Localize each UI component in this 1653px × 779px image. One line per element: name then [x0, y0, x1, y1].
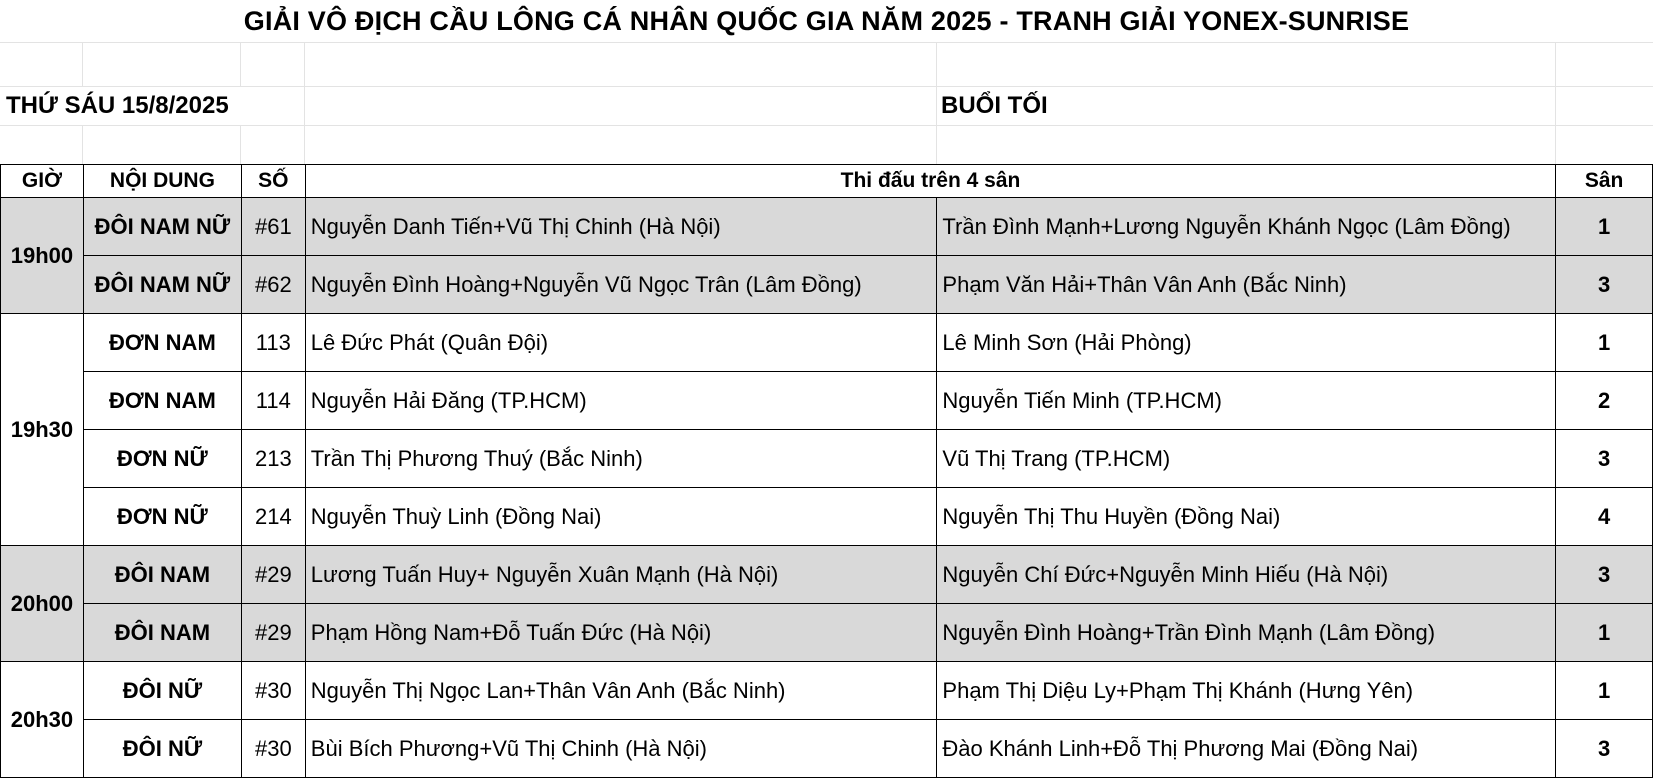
event-cell: ĐÔI NỮ	[83, 720, 241, 778]
player1-cell: Nguyễn Thị Ngọc Lan+Thân Vân Anh (Bắc Ninh)	[305, 662, 937, 720]
player2-cell: Nguyễn Tiến Minh (TP.HCM)	[937, 372, 1556, 430]
time-cell: 19h00	[1, 198, 84, 314]
number-cell: #29	[241, 546, 305, 604]
player2-cell: Trần Đình Mạnh+Lương Nguyễn Khánh Ngọc (Lâm Đồng)	[937, 198, 1556, 256]
player1-cell: Bùi Bích Phương+Vũ Thị Chinh (Hà Nội)	[305, 720, 937, 778]
court-cell: 1	[1556, 198, 1653, 256]
header-time: GIỜ	[1, 165, 84, 198]
player1-cell: Phạm Hồng Nam+Đỗ Tuấn Đức (Hà Nội)	[305, 604, 937, 662]
number-cell: #62	[241, 256, 305, 314]
player1-cell: Nguyễn Thuỳ Linh (Đồng Nai)	[305, 488, 937, 546]
player1-cell: Lê Đức Phát (Quân Đội)	[305, 314, 937, 372]
event-cell: ĐÔI NAM NỮ	[83, 256, 241, 314]
table-row	[1, 372, 1653, 430]
gridline	[0, 86, 1653, 87]
court-cell: 3	[1556, 256, 1653, 314]
time-cell: 20h30	[1, 662, 84, 778]
number-cell: 114	[241, 372, 305, 430]
gridline	[240, 42, 241, 86]
gridline	[240, 125, 241, 164]
table-row	[1, 662, 1653, 720]
player2-cell: Lê Minh Sơn (Hải Phòng)	[937, 314, 1556, 372]
gridline	[936, 42, 937, 164]
player2-cell: Nguyễn Đình Hoàng+Trần Đình Mạnh (Lâm Đồng)	[937, 604, 1556, 662]
header-event: NỘI DUNG	[83, 165, 241, 198]
player2-cell: Nguyễn Chí Đức+Nguyễn Minh Hiếu (Hà Nội)	[937, 546, 1556, 604]
schedule-table	[0, 164, 1653, 778]
page-title: GIẢI VÔ ĐỊCH CẦU LÔNG CÁ NHÂN QUỐC GIA NĂM 2025 - TRANH GIẢI YONEX-SUNRISE	[243, 5, 1410, 36]
number-cell: #30	[241, 720, 305, 778]
date-label: THỨ SÁU 15/8/2025	[6, 92, 229, 119]
table-row	[1, 604, 1653, 662]
court-cell: 1	[1556, 604, 1653, 662]
gridline	[0, 42, 1653, 43]
player1-cell: Lương Tuấn Huy+ Nguyễn Xuân Mạnh (Hà Nội)	[305, 546, 937, 604]
table-row	[1, 314, 1653, 372]
number-cell: #30	[241, 662, 305, 720]
event-cell: ĐƠN NỮ	[83, 488, 241, 546]
time-cell: 20h00	[1, 546, 84, 662]
event-cell: ĐÔI NAM	[83, 546, 241, 604]
number-cell: 213	[241, 430, 305, 488]
header-number: SỐ	[241, 165, 305, 198]
gridline	[304, 42, 305, 164]
header-match: Thi đấu trên 4 sân	[305, 165, 1555, 198]
event-cell: ĐÔI NAM NỮ	[83, 198, 241, 256]
court-cell: 4	[1556, 488, 1653, 546]
event-cell: ĐƠN NAM	[83, 372, 241, 430]
table-row	[1, 488, 1653, 546]
court-cell: 1	[1556, 314, 1653, 372]
court-cell: 1	[1556, 662, 1653, 720]
player2-cell: Phạm Thị Diệu Ly+Phạm Thị Khánh (Hưng Yên)	[937, 662, 1556, 720]
court-cell: 3	[1556, 720, 1653, 778]
header-court: Sân	[1556, 165, 1653, 198]
player1-cell: Nguyễn Hải Đăng (TP.HCM)	[305, 372, 937, 430]
gridline	[1555, 42, 1556, 164]
court-cell: 3	[1556, 546, 1653, 604]
player1-cell: Nguyễn Đình Hoàng+Nguyễn Vũ Ngọc Trân (Lâm Đồng)	[305, 256, 937, 314]
player1-cell: Nguyễn Danh Tiến+Vũ Thị Chinh (Hà Nội)	[305, 198, 937, 256]
player2-cell: Đào Khánh Linh+Đỗ Thị Phương Mai (Đồng Nai)	[937, 720, 1556, 778]
event-cell: ĐÔI NỮ	[83, 662, 241, 720]
table-row	[1, 430, 1653, 488]
session-label: BUỔI TỐI	[941, 92, 1048, 119]
court-cell: 2	[1556, 372, 1653, 430]
player2-cell: Nguyễn Thị Thu Huyền (Đồng Nai)	[937, 488, 1556, 546]
player2-cell: Vũ Thị Trang (TP.HCM)	[937, 430, 1556, 488]
court-cell: 3	[1556, 430, 1653, 488]
table-header-row	[1, 165, 1653, 198]
table-row	[1, 198, 1653, 256]
gridline	[82, 42, 83, 86]
number-cell: #29	[241, 604, 305, 662]
number-cell: #61	[241, 198, 305, 256]
event-cell: ĐƠN NỮ	[83, 430, 241, 488]
event-cell: ĐÔI NAM	[83, 604, 241, 662]
table-row	[1, 720, 1653, 778]
player2-cell: Phạm Văn Hải+Thân Vân Anh (Bắc Ninh)	[937, 256, 1556, 314]
number-cell: 113	[241, 314, 305, 372]
time-cell: 19h30	[1, 314, 84, 546]
number-cell: 214	[241, 488, 305, 546]
gridline	[0, 125, 1653, 126]
table-row	[1, 546, 1653, 604]
gridline	[82, 125, 83, 164]
event-cell: ĐƠN NAM	[83, 314, 241, 372]
table-row	[1, 256, 1653, 314]
player1-cell: Trần Thị Phương Thuý (Bắc Ninh)	[305, 430, 937, 488]
